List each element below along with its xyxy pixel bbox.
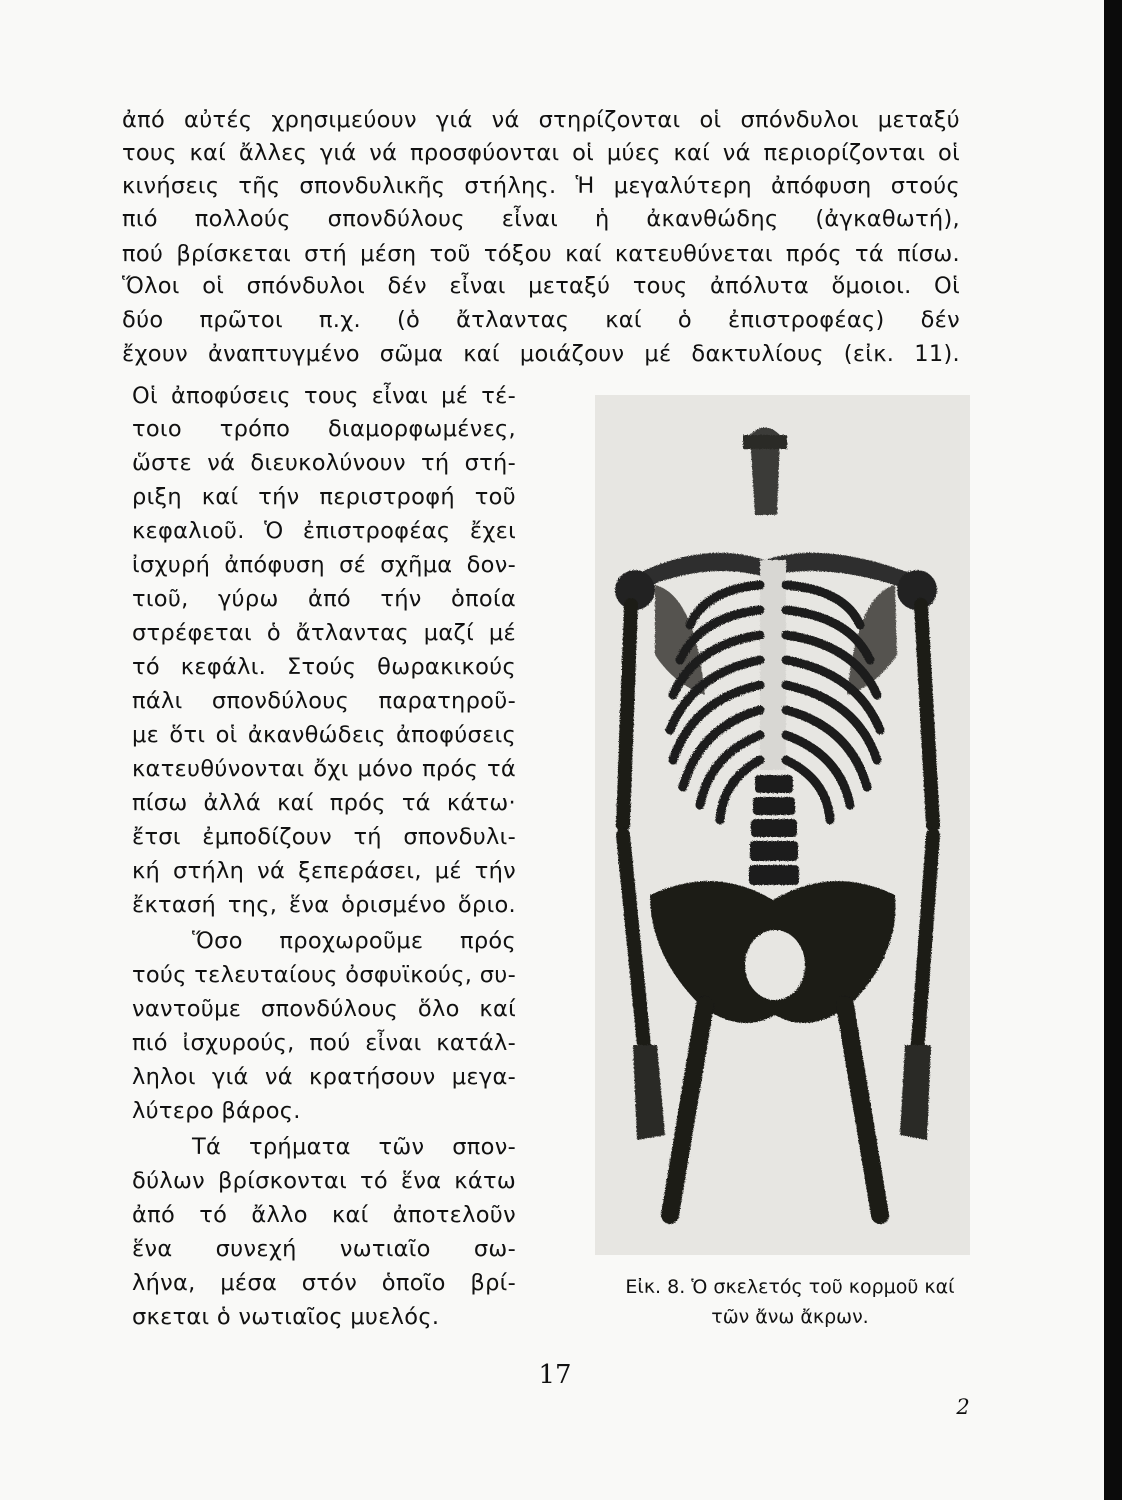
column-text-line: τούς τελευταίους ὀσφυϊκούς, συ- xyxy=(132,962,516,988)
column-text-line: τό κεφάλι. Στούς θωρακικούς xyxy=(132,654,516,680)
text-line: πιό πολλούς σπονδύλους εἶναι ἡ ἀκανθώδης (ἀγκαθωτή), xyxy=(122,206,960,232)
column-text-line: δύλων βρίσκονται τό ἕνα κάτω xyxy=(132,1168,516,1194)
column-text-line: ληλοι γιά νά κρατήσουν μεγα- xyxy=(132,1064,516,1090)
scan-edge-border xyxy=(1104,0,1122,1500)
text-line: Ὅλοι οἱ σπόνδυλοι δέν εἶναι μεταξύ τους ἀπόλυτα ὅμοιοι. Οἱ xyxy=(122,273,960,299)
column-text-line: Οἱ ἀποφύσεις τους εἶναι μέ τέ- xyxy=(132,383,516,409)
column-text-line: λήνα, μέσα στόν ὁποῖο βρί- xyxy=(132,1270,516,1296)
text-line: δύο πρῶτοι π.χ. (ὁ ἄτλαντας καί ὁ ἐπιστροφέας) δέν xyxy=(122,307,960,333)
column-text-line: Τά τρήματα τῶν σπον- xyxy=(192,1134,516,1160)
text-line: κινήσεις τῆς σπονδυλικῆς στήλης. Ἡ μεγαλύτερη ἀπόφυση στούς xyxy=(122,173,960,199)
column-text-line: πιό ἰσχυρούς, πού εἶναι κατάλ- xyxy=(132,1030,516,1056)
sheet-number: 2 xyxy=(956,1395,970,1419)
column-text-line: με ὅτι οἱ ἀκανθώδεις ἀποφύσεις xyxy=(132,722,516,748)
column-text-line: Ὅσο προχωροῦμε πρός xyxy=(192,928,516,954)
column-text-line: πάλι σπονδύλους παρατηροῦ- xyxy=(132,688,516,714)
column-text-line: λύτερο βάρος. xyxy=(132,1098,301,1124)
column-text-line: ἀπό τό ἄλλο καί ἀποτελοῦν xyxy=(132,1202,516,1228)
caption-line: Εἰκ. 8. Ὁ σκελετός τοῦ κορμοῦ καί xyxy=(625,1276,955,1298)
page-number: 17 xyxy=(538,1360,572,1390)
text-line: ἀπό αὐτές χρησιμεύουν γιά νά στηρίζονται οἱ σπόνδυλοι μεταξύ xyxy=(122,107,960,133)
column-text-line: σκεται ὁ νωτιαῖος μυελός. xyxy=(132,1304,440,1330)
caption-line: τῶν ἄνω ἄκρων. xyxy=(711,1306,869,1328)
lumbar-spine xyxy=(749,775,799,885)
column-text-line: ἔκτασή της, ἕνα ὁρισμένο ὅριο. xyxy=(132,892,516,918)
figure-caption xyxy=(600,1272,980,1332)
text-line: πού βρίσκεται στή μέση τοῦ τόξου καί κατευθύνεται πρός τά πίσω. xyxy=(122,241,960,267)
column-text-line: ἔτσι ἐμποδίζουν τή σπονδυλι- xyxy=(132,824,516,850)
text-line: ἔχουν ἀναπτυγμένο σῶμα καί μοιάζουν μέ δακτυλίους (εἰκ. 11). xyxy=(122,341,960,367)
text-line: τους καί ἄλλες γιά νά προσφύονται οἱ μύες καί νά περιορίζονται οἱ xyxy=(122,140,960,166)
column-text-line: τοιο τρόπο διαμορφωμένες, xyxy=(132,416,516,442)
column-text-line: ἕνα συνεχή νωτιαῖο σω- xyxy=(132,1236,516,1262)
right-hand xyxy=(900,1045,931,1140)
column-text-line: στρέφεται ὁ ἄτλαντας μαζί μέ xyxy=(132,620,516,646)
column-text-line: τιοῦ, γύρω ἀπό τήν ὁποία xyxy=(132,586,516,612)
column-text-line: κή στήλη νά ξεπεράσει, μέ τήν xyxy=(132,858,516,884)
column-text-line: ἰσχυρή ἀπόφυση σέ σχῆμα δον- xyxy=(132,552,516,578)
column-text-line: ὥστε νά διευκολύνουν τή στή- xyxy=(132,450,516,476)
column-text-line: κατευθύνονται ὄχι μόνο πρός τά xyxy=(132,756,516,782)
skeleton-figure xyxy=(595,395,970,1255)
column-text-line: πίσω ἀλλά καί πρός τά κάτω· xyxy=(132,790,516,816)
column-text-line: ναντοῦμε σπονδύλους ὅλο καί xyxy=(132,996,516,1022)
column-text-line: κεφαλιοῦ. Ὁ ἐπιστροφέας ἔχει xyxy=(132,518,516,544)
column-text-line: ριξη καί τήν περιστροφή τοῦ xyxy=(132,484,516,510)
